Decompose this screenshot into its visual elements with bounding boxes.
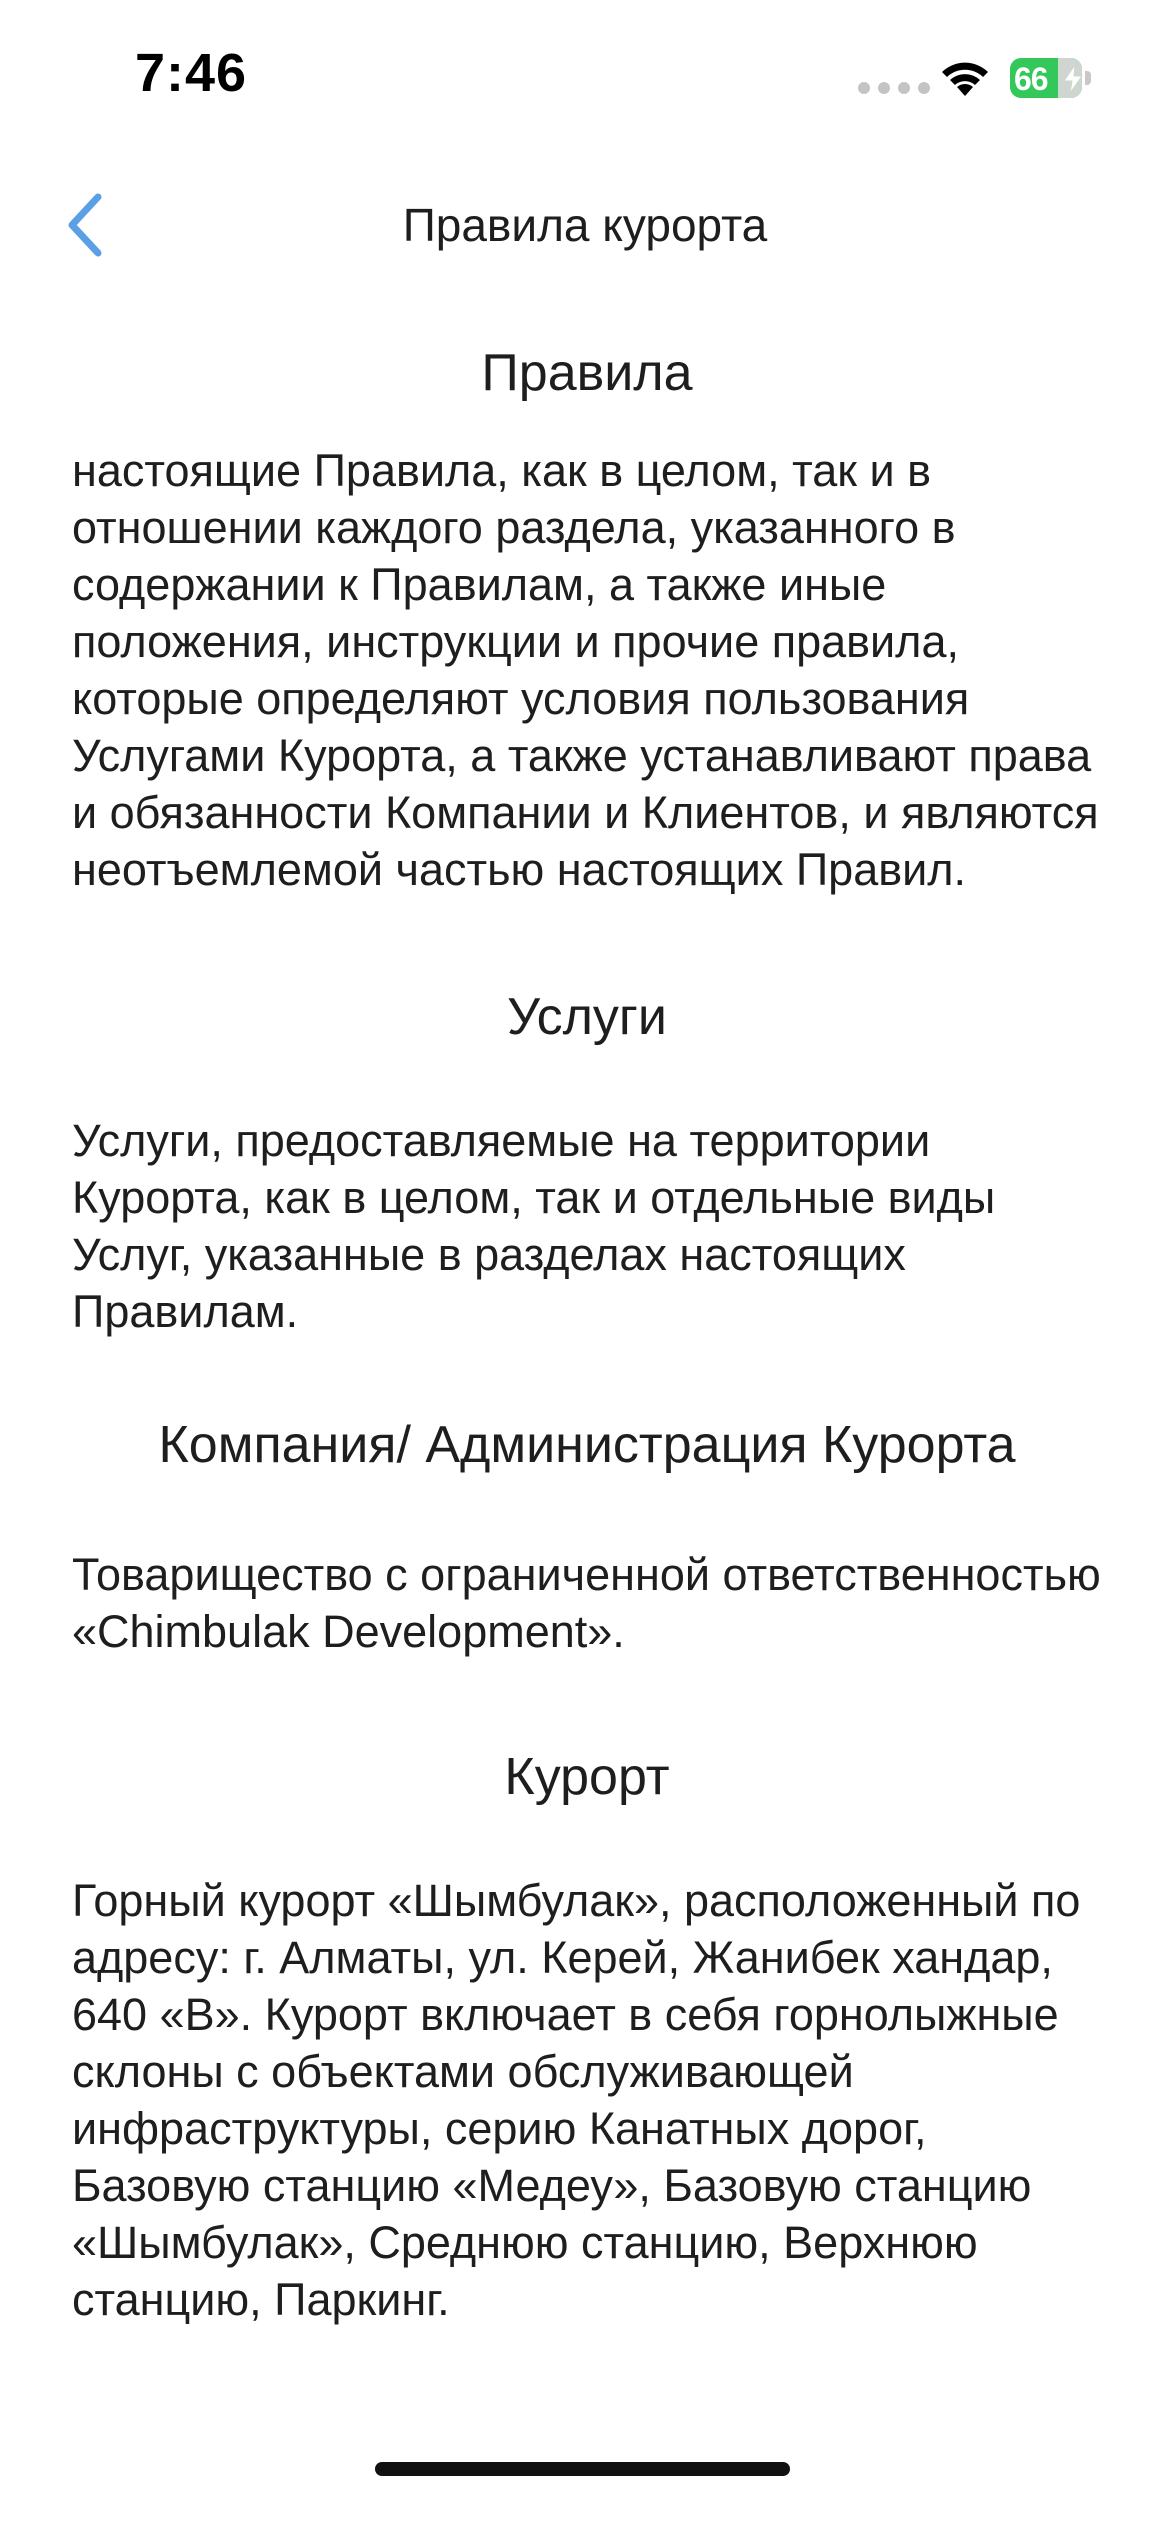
home-indicator[interactable] (375, 2462, 790, 2476)
status-bar (0, 0, 1170, 150)
section-body-rules: настоящие Правила, как в целом, так и в отношении каждого раздела, указанного в содержании к Правилам, а также иные положения, инструкции и прочие правила, которые определяют условия пользования Услугами Курорта, а также устанавливают права и обязанности Компании и Клиентов, и являются неотъемлемой частью настоящих Правил. (72, 445, 1099, 895)
section-title-rules: Правила (481, 344, 693, 402)
battery-icon (1010, 58, 1092, 98)
section-body-company: Товарищество с ограниченной ответственностью «Chimbulak Development». (72, 1549, 1101, 1657)
section-body-services: Услуги, предоставляемые на территории Курорта, как в целом, так и отдельные виды Услуг, указанные в разделах настоящих Правилам. (72, 1115, 996, 1337)
section-title-resort: Курорт (504, 1748, 670, 1806)
section-title-services: Услуги (507, 988, 667, 1046)
section-body-resort: Горный курорт «Шымбулак», расположенный по адресу: г. Алматы, ул. Керей, Жанибек хандар, 640 «В». Курорт включает в себя горнолыжные склоны с объектами обслуживающей инфраструктуры, серию Канатных дорог, Базовую станцию «Медеу», Базовую станцию «Шымбулак», Среднюю станцию, Верхнюю станцию, Паркинг. (72, 1875, 1081, 2325)
page-title: Правила курорта (402, 199, 768, 251)
charging-bolt-icon (1062, 65, 1084, 93)
navigation-bar (0, 150, 1170, 300)
section-title-company: Компания/ Администрация Курорта (158, 1416, 1016, 1474)
rules-content (72, 330, 1102, 2328)
wifi-icon (938, 56, 992, 98)
battery-level: 66 (1014, 61, 1048, 97)
cellular-signal-icon (858, 82, 930, 94)
status-time: 7:46 (135, 43, 248, 103)
